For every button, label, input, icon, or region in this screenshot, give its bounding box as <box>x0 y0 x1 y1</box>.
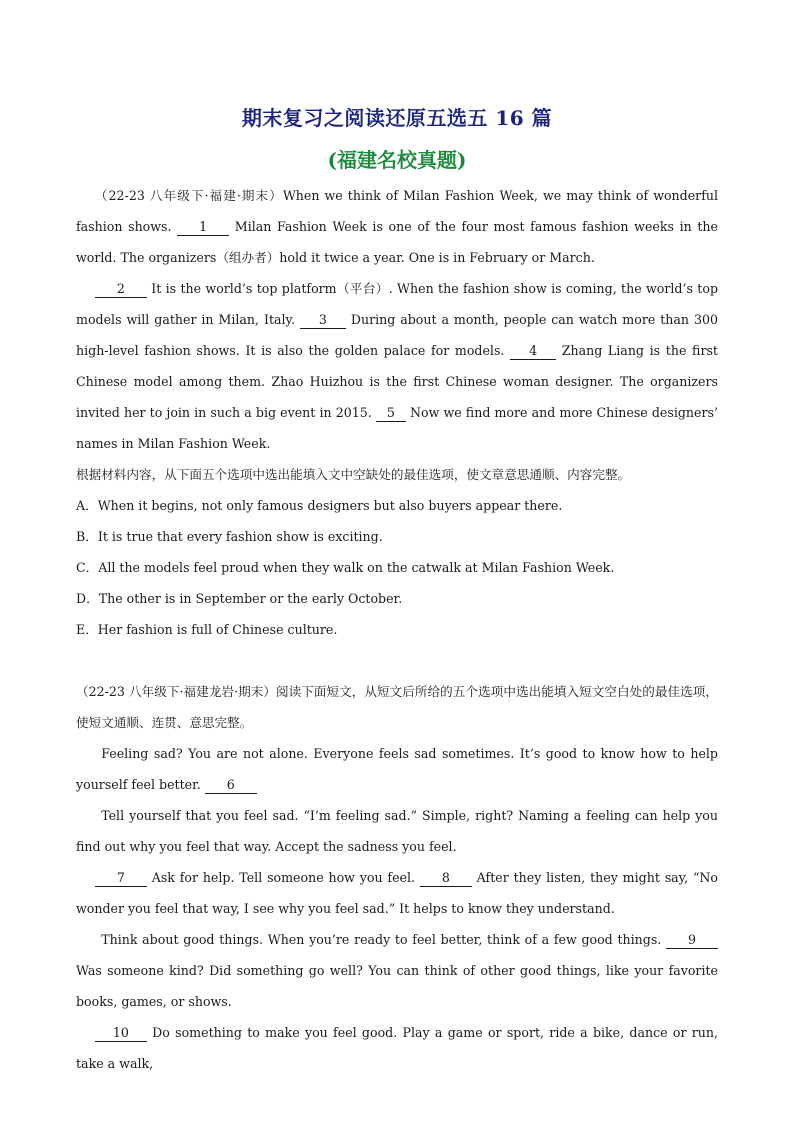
option-c: C．All the models feel proud when they walk on the catwalk at Milan Fashion Week. <box>76 560 615 575</box>
passage2-text: Ask for help. Tell someone how you feel. <box>146 870 420 885</box>
passage1-text: Now we find more and more Chinese designers’ names in Milan Fashion Week. <box>76 405 718 451</box>
passage2-text: Do something to make you feel good. Play a game or sport, ride a bike, dance or run, take a walk, <box>76 1025 718 1071</box>
passage2-text: Feeling sad? You are not alone. Everyone feels sad sometimes. It’s good to know how to help yourself feel better. <box>76 746 718 792</box>
blank-3: 3 <box>300 312 346 329</box>
passage1-paragraph2 <box>76 273 718 459</box>
passage2-paragraph4 <box>76 924 718 1017</box>
passage2-paragraph3 <box>76 862 718 924</box>
option-d: D．The other is in September or the early October. <box>76 591 403 606</box>
page-title: 期末复习之阅读还原五选五 16 篇 <box>241 106 553 130</box>
document-body <box>76 180 718 1079</box>
blank-1: 1 <box>177 219 229 236</box>
passage2-text: Think about good things. When you’re ready to feel better, think of a few good things. <box>101 932 666 947</box>
option-e: E．Her fashion is full of Chinese culture. <box>76 622 338 637</box>
option-b: B．It is true that every fashion show is exciting. <box>76 529 383 544</box>
passage1-text: During about a month, people can watch more than 300 high-level fashion shows. It is also the golden palace for models. <box>76 312 718 358</box>
blank-7: 7 <box>95 870 147 887</box>
passage1-text: Zhang Liang is the first Chinese model among them. Zhao Huizhou is the first Chinese woman designer. The organizers invited her to join in such a big event in 2015. <box>76 343 718 420</box>
passage1-text: （22-23 八年级下·福建·期末）When we think of Milan Fashion Week, we may think of wonderful fashion shows. <box>76 188 718 234</box>
blank-4: 4 <box>510 343 556 360</box>
option-a: A．When it begins, not only famous designers but also buyers appear there. <box>76 498 563 513</box>
passage2-paragraph5 <box>76 1017 718 1079</box>
blank-6: 6 <box>205 777 257 794</box>
blank-2: 2 <box>95 281 147 298</box>
blank-8: 8 <box>420 870 472 887</box>
blank-10: 10 <box>95 1025 147 1042</box>
passage2-paragraph1 <box>76 738 718 800</box>
passage2-text: Was someone kind? Did something go well? You can think of other good things, like your favorite books, games, or shows. <box>76 963 718 1009</box>
blank-9: 9 <box>666 932 718 949</box>
section-gap <box>76 645 718 676</box>
passage1-text: Milan Fashion Week is one of the four most famous fashion weeks in the world. The organizers（组办者）hold it twice a year. One is in February or March. <box>76 219 718 265</box>
passage1-paragraph1 <box>76 180 718 273</box>
passage2-text: After they listen, they might say, “No wonder you feel that way, I see why you feel sad.” It helps to know they understand. <box>76 870 718 916</box>
instruction-text: 根据材料内容，从下面五个选项中选出能填入文中空缺处的最佳选项，使文章意思通顺、内容完整。 <box>76 467 631 482</box>
passage2-paragraph2: Tell yourself that you feel sad. “I’m feeling sad.” Simple, right? Naming a feeling can help you find out why you feel that way. Accept the sadness you feel. <box>76 808 718 854</box>
blank-5: 5 <box>376 405 406 422</box>
page-subtitle: (福建名校真题) <box>327 148 467 172</box>
passage1-text: It is the world’s top platform（平台）. When the fashion show is coming, the world’s top models will gather in Milan, Italy. <box>76 281 718 327</box>
passage2-intro: （22-23 八年级下·福建龙岩·期末）阅读下面短文，从短文后所给的五个选项中选出能填入短文空白处的最佳选项，使短文通顺、连贯、意思完整。 <box>76 684 718 730</box>
